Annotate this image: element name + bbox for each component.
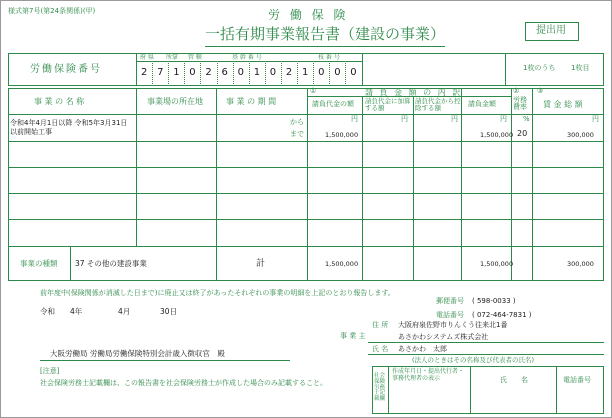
header-name: 事 業 の 名 称 — [34, 97, 85, 106]
divider — [413, 96, 414, 281]
total-c1: 1,500,000 — [325, 260, 359, 268]
row1-c1: 1,500,000 — [325, 131, 359, 139]
name-value: あさかわ 太郎 — [398, 345, 447, 353]
header-c2: 請負代金に加算する額 — [365, 97, 411, 112]
total-label: 計 — [256, 259, 266, 269]
insurance-digit: 0 — [318, 67, 325, 78]
business-type-label: 事業の種類 — [20, 259, 58, 268]
form-title: 一括有期事業報告書（建設の事業） — [205, 25, 446, 43]
detail-table — [8, 88, 604, 281]
sharoushi-phone: 電話番号 — [563, 376, 591, 384]
recipient: 大阪労働局 労働局労働保険特別会計歳入徴収官 殿 — [50, 349, 225, 358]
insurance-digit: 0 — [189, 67, 196, 78]
header-location: 事業場の所在地 — [147, 97, 203, 106]
address-value: 大阪府泉佐野市りんくう往来北1番 — [398, 321, 508, 329]
digit-separator — [297, 61, 298, 86]
branch-number-header: 枝 番 号 — [318, 54, 340, 61]
unit-yen-c3: 円 — [451, 115, 458, 123]
date-day: 30日 — [160, 307, 178, 316]
header-c6: 賃 金 総 額 — [543, 100, 583, 109]
date-year: 4年 — [70, 307, 83, 316]
header-c5: 労務費率 — [513, 96, 527, 112]
postal-value: ( 598-0033 ) — [472, 297, 516, 305]
digit-separator — [200, 61, 201, 86]
header-c3: 請負代金から控除する額 — [415, 97, 461, 112]
address-label: 住 所 — [372, 321, 389, 329]
caution-text: 社会保険労務士記載欄は、この報告書を社会保険労務士が作成した場合のみ記載すること。 — [40, 379, 327, 387]
insurance-digit: 0 — [269, 67, 277, 78]
digit-separator — [329, 61, 330, 86]
divider — [368, 354, 604, 355]
page-count-b: 1枚目 — [571, 64, 590, 72]
divider — [556, 366, 557, 414]
unit-yen-c1: 円 — [351, 115, 358, 123]
insurance-digit: 2 — [285, 67, 293, 78]
divider — [8, 219, 604, 220]
divider — [388, 366, 389, 414]
header-num2: ② — [513, 87, 520, 95]
digit-separator — [217, 61, 218, 86]
date-month: 4月 — [118, 307, 131, 316]
digit-separator — [265, 61, 266, 86]
form-title-top: 労 働 保 険 — [268, 8, 349, 22]
digit-separator — [168, 61, 169, 86]
divider — [8, 141, 604, 142]
insurance-digit: 6 — [221, 67, 228, 78]
header-num3: ③ — [537, 87, 544, 95]
row1-c5: 20 — [517, 129, 528, 138]
caution-title: [注意] — [40, 367, 60, 375]
business-type-value: 37 その他の建設事業 — [75, 259, 147, 268]
row1-c4: 1,500,000 — [480, 131, 514, 139]
row1-from: から — [290, 118, 304, 126]
insurance-digit: 1 — [253, 67, 261, 78]
divider — [511, 88, 512, 281]
row1-to: まで — [290, 130, 304, 138]
insurance-digit: 2 — [205, 67, 212, 78]
row1-project-name: 令和4年4月1日以降 令和5年3月31日以前開始工事 — [10, 119, 128, 136]
phone-value: ( 072-464-7831 ) — [472, 311, 532, 319]
digit-separator — [233, 61, 234, 86]
divider — [8, 193, 604, 194]
total-c4: 1,500,000 — [480, 260, 514, 268]
sharoushi-label: 社会保険労務士記載欄 — [374, 373, 386, 403]
header-period: 事 業 の 期 間 — [226, 97, 277, 106]
digit-separator — [281, 61, 282, 86]
header-section: 請 負 金 額 の 内 訳 — [365, 88, 463, 97]
form-number: 様式第7号(第24条関係)(甲) — [8, 7, 96, 15]
divider — [470, 366, 471, 414]
digit-separator — [249, 61, 250, 86]
unit-yen-c6: 円 — [592, 115, 599, 123]
divider — [461, 88, 462, 281]
header-num1: ① — [310, 87, 317, 95]
divider — [362, 53, 363, 86]
header-c1: 請負代金の額 — [312, 100, 354, 108]
insurance-digit: 0 — [350, 67, 357, 78]
insurance-digit: 2 — [141, 67, 148, 78]
sharoushi-name: 氏 名 — [500, 376, 528, 384]
page-count-a: 1枚のうち — [523, 64, 556, 72]
divider — [505, 53, 506, 86]
insurance-digit: 1 — [302, 67, 309, 78]
divider — [368, 342, 604, 343]
name-label: 氏 名 — [372, 345, 389, 353]
insurance-digit: 0 — [334, 67, 341, 78]
pref-header: 府 県 — [140, 54, 154, 61]
insurance-digit: 1 — [173, 67, 180, 78]
divider — [216, 88, 217, 281]
divider — [8, 114, 604, 115]
company-value: あさかわシステムズ株式会社 — [398, 333, 489, 341]
submit-label: 提出用 — [536, 25, 566, 36]
corp-note: (法人のときはその名称及び代表者の氏名) — [412, 356, 535, 364]
total-c6: 300,000 — [567, 260, 594, 268]
insurance-number-label: 労働保険番号 — [30, 64, 102, 75]
header-c4: 請負金額 — [468, 100, 496, 108]
title-underline — [205, 46, 445, 47]
insurance-digit: 7 — [157, 67, 164, 78]
divider — [8, 246, 604, 247]
divider — [532, 88, 533, 281]
digit-separator — [184, 61, 185, 86]
unit-yen-c4: 円 — [500, 115, 507, 123]
digit-separator — [345, 61, 346, 86]
divider — [8, 167, 604, 168]
unit-pct: % — [523, 115, 530, 123]
divider — [362, 96, 363, 281]
date-era: 令和 — [40, 307, 55, 316]
unit-yen-c2: 円 — [401, 115, 408, 123]
divider — [307, 88, 308, 281]
phone-label: 電話番号 — [436, 311, 464, 319]
divider — [136, 53, 137, 86]
insurance-digit: 0 — [237, 67, 244, 78]
digit-separator — [152, 61, 153, 86]
digit-separator — [313, 61, 314, 86]
row1-c6: 300,000 — [567, 131, 594, 139]
divider — [40, 360, 290, 361]
owner-label: 事 業 主 — [340, 332, 366, 340]
postal-label: 郵便番号 — [436, 297, 464, 305]
base-number-header: 基 幹 番 号 — [232, 54, 262, 61]
report-notice: 前年度中(保険関係が消滅した日まで)に廃止又は終了があったそれぞれの事業の明細を上記のとおり報告します。 — [40, 289, 395, 297]
office-header: 管 轄 — [188, 54, 202, 61]
sharoushi-created: 作成年月日・提出代行者・事務代理者の表示 — [392, 368, 465, 382]
jurisdiction-header: 所掌 — [166, 54, 179, 61]
divider — [70, 246, 71, 281]
